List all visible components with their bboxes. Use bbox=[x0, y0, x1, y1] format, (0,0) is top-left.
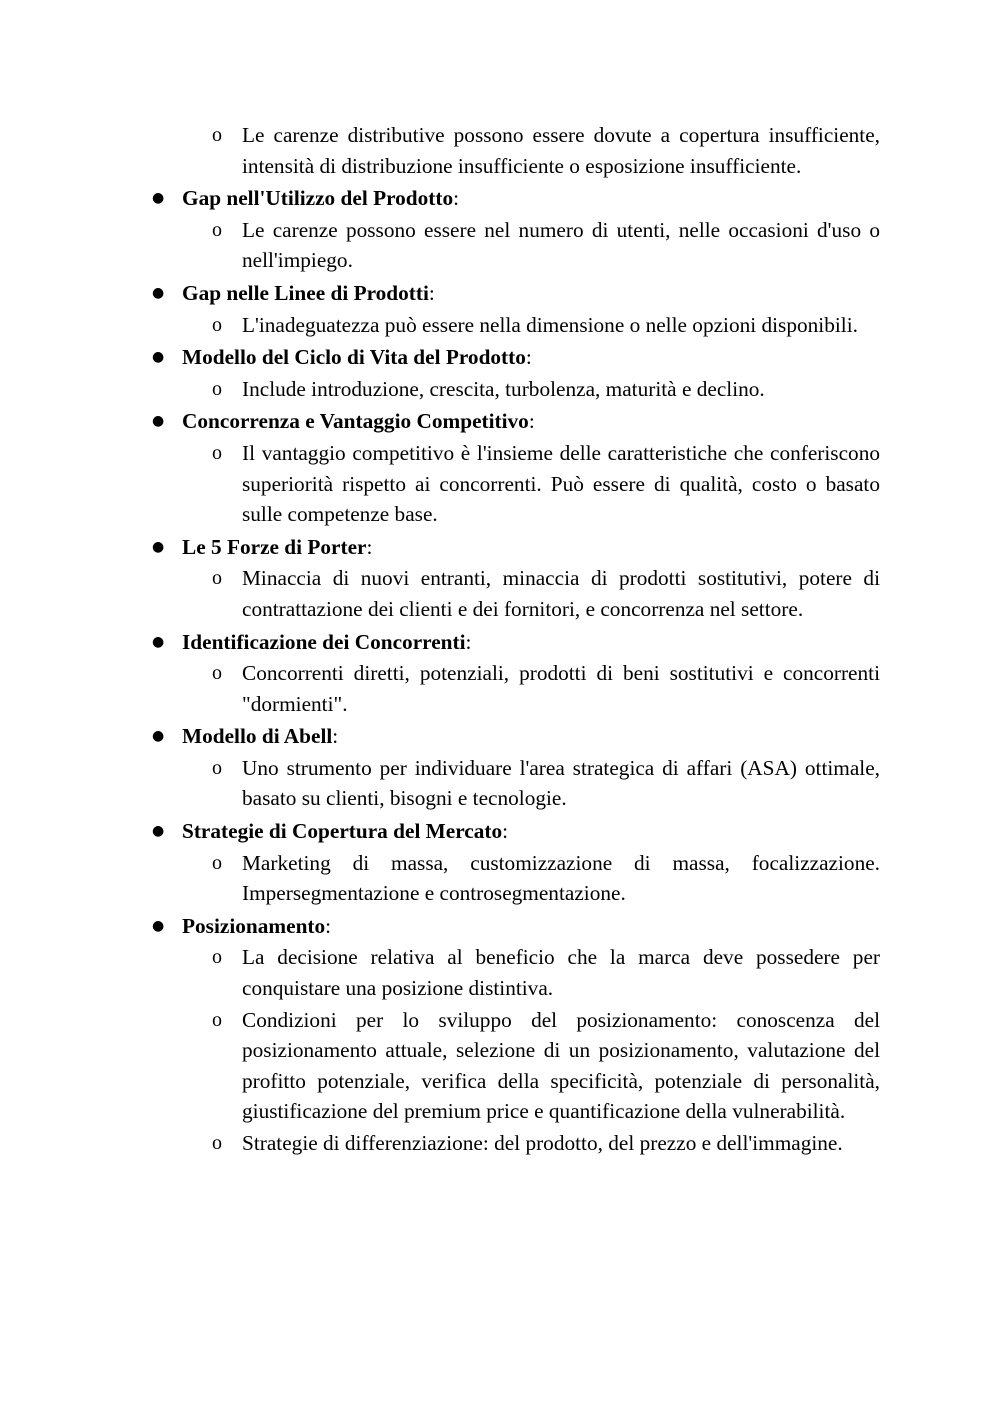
list-item bbox=[150, 342, 880, 373]
section-title: Strategie di Copertura del Mercato bbox=[182, 819, 503, 844]
sections-container bbox=[150, 183, 880, 1158]
section-title: Concorrenza e Vantaggio Competitivo bbox=[182, 409, 529, 434]
list-item bbox=[150, 532, 880, 563]
list-item bbox=[150, 911, 880, 942]
sub-list-item bbox=[210, 1128, 880, 1159]
section-title: Modello del Ciclo di Vita del Prodotto bbox=[182, 345, 526, 370]
list-item bbox=[150, 183, 880, 214]
bullet-icon: ● bbox=[152, 917, 165, 934]
circle-bullet-icon: o bbox=[212, 567, 222, 590]
section-title-suffix: : bbox=[465, 629, 472, 654]
sub-list-item bbox=[210, 848, 880, 909]
sub-item-text: La decisione relativa al beneficio che la marca deve possedere per conquistare una posizione distintiva. bbox=[242, 945, 880, 1001]
bullet-icon: ● bbox=[152, 633, 165, 650]
circle-bullet-icon: o bbox=[212, 1132, 222, 1154]
bullet-icon: ● bbox=[152, 413, 165, 430]
sub-item-text: Condizioni per lo sviluppo del posizionamento: conoscenza del posizionamento attuale, selezione di un posizionamento, valutazione del profitto potenziale, verifica della specificità, potenziale di personalità, giustificazione del premium price e quantificazione della vulnerabilità. bbox=[242, 1007, 880, 1124]
circle-bullet-icon: o bbox=[212, 662, 222, 685]
bullet-icon: ● bbox=[152, 538, 165, 555]
section-title-suffix: : bbox=[332, 724, 339, 749]
bullet-icon: ● bbox=[152, 349, 165, 366]
circle-bullet-icon: o bbox=[212, 946, 222, 969]
bullet-icon: ● bbox=[152, 190, 165, 207]
sub-list-item bbox=[210, 563, 880, 624]
section-title-suffix: : bbox=[453, 186, 460, 211]
section-title: Gap nell'Utilizzo del Prodotto bbox=[182, 186, 454, 211]
sub-item-text: Uno strumento per individuare l'area strategica di affari (ASA) ottimale, basato su clienti, bisogni e tecnologie. bbox=[242, 755, 880, 811]
bullet-icon: ● bbox=[152, 728, 165, 745]
sub-list-item bbox=[210, 753, 880, 814]
circle-bullet-icon: o bbox=[212, 313, 222, 336]
circle-bullet-icon: o bbox=[212, 1008, 222, 1031]
circle-bullet-icon: o bbox=[212, 851, 222, 874]
section-title: Posizionamento bbox=[182, 913, 326, 938]
bullet-list bbox=[150, 120, 880, 1159]
list-item bbox=[150, 406, 880, 437]
sub-item-text: Marketing di massa, customizzazione di massa, focalizzazione. Impersegmentazione e controsegmentazione. bbox=[242, 850, 880, 906]
sub-list-item bbox=[210, 120, 880, 181]
sub-item-text: Le carenze possono essere nel numero di utenti, nelle occasioni d'uso o nell'impiego. bbox=[242, 217, 880, 273]
list-item bbox=[150, 816, 880, 847]
sub-list-item bbox=[210, 658, 880, 719]
section-title: Modello di Abell bbox=[182, 724, 333, 749]
sub-item-text: Le carenze distributive possono essere dovute a copertura insufficiente, intensità di distribuzione insufficiente o esposizione insufficiente. bbox=[242, 123, 880, 178]
section-title-suffix: : bbox=[366, 534, 373, 559]
sub-item-text: Include introduzione, crescita, turbolenza, maturità e declino. bbox=[242, 376, 765, 401]
sub-list-item bbox=[210, 438, 880, 530]
section-title-suffix: : bbox=[428, 280, 435, 305]
circle-bullet-icon: o bbox=[212, 218, 222, 241]
sub-list-item bbox=[210, 942, 880, 1003]
bullet-icon: ● bbox=[152, 284, 165, 301]
sub-list-item bbox=[210, 215, 880, 276]
sub-item-text: Strategie di differenziazione: del prodotto, del prezzo e dell'immagine. bbox=[242, 1131, 843, 1155]
section-title: Identificazione dei Concorrenti bbox=[182, 629, 466, 654]
section-title-suffix: : bbox=[325, 913, 332, 938]
bullet-icon: ● bbox=[152, 823, 165, 840]
list-item bbox=[150, 721, 880, 752]
section-title-suffix: : bbox=[525, 345, 532, 370]
sub-list-item bbox=[210, 1005, 880, 1127]
sub-item-text: Concorrenti diretti, potenziali, prodotti di beni sostitutivi e concorrenti "dormienti". bbox=[242, 661, 880, 716]
sub-item-text: L'inadeguatezza può essere nella dimensione o nelle opzioni disponibili. bbox=[242, 312, 858, 337]
section-title-suffix: : bbox=[502, 819, 509, 844]
circle-bullet-icon: o bbox=[212, 441, 222, 464]
section-title: Gap nelle Linee di Prodotti bbox=[182, 280, 429, 305]
circle-bullet-icon: o bbox=[212, 377, 222, 400]
list-item bbox=[150, 278, 880, 309]
section-title-suffix: : bbox=[528, 409, 535, 434]
sub-item-text: Il vantaggio competitivo è l'insieme delle caratteristiche che conferiscono superiorità rispetto ai concorrenti. Può essere di qualità, costo o basato sulle competenze base. bbox=[242, 440, 880, 527]
circle-bullet-icon: o bbox=[212, 124, 222, 146]
circle-bullet-icon: o bbox=[212, 756, 222, 779]
sub-list-item bbox=[210, 310, 880, 341]
section-title: Le 5 Forze di Porter bbox=[182, 534, 367, 559]
sub-item-text: Minaccia di nuovi entranti, minaccia di prodotti sostitutivi, potere di contrattazione dei clienti e dei fornitori, e concorrenza nel settore. bbox=[242, 566, 880, 621]
sub-list-item bbox=[210, 374, 880, 405]
list-item bbox=[150, 627, 880, 658]
